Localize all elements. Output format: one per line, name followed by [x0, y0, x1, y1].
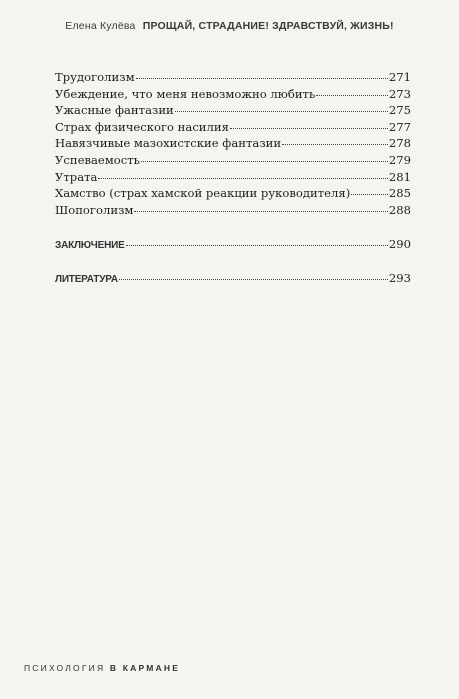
book-title: ПРОЩАЙ, СТРАДАНИЕ! ЗДРАВСТВУЙ, ЖИЗНЬ!: [142, 20, 394, 32]
toc-entry: [55, 119, 411, 136]
toc-section-conclusion: [55, 236, 411, 253]
dot-leader: [134, 211, 387, 212]
toc-entry: [55, 69, 411, 86]
toc-entry: [55, 152, 411, 169]
toc-section-literature: [55, 270, 411, 287]
toc-entry-page: 278: [388, 136, 411, 151]
toc-section-label: ЗАКЛЮЧЕНИЕ: [55, 240, 125, 252]
dot-leader: [136, 78, 388, 79]
table-of-contents: [55, 69, 411, 287]
running-head: [0, 20, 459, 32]
dot-leader: [141, 161, 388, 162]
toc-section-page: 290: [388, 237, 411, 252]
toc-entry-page: 277: [388, 119, 411, 134]
toc-entry: [55, 135, 411, 152]
toc-entry-label: Успеваемость: [55, 152, 140, 167]
toc-entry: [55, 202, 411, 219]
dot-leader: [126, 245, 388, 246]
dot-leader: [351, 194, 388, 195]
toc-entry-page: 281: [388, 169, 411, 184]
toc-entry-label: Утрата: [55, 169, 98, 184]
toc-entry-page: 275: [388, 103, 411, 118]
toc-entry-page: 273: [388, 86, 411, 101]
toc-entry-page: 271: [388, 70, 411, 84]
toc-entry-label: Ужасные фантазии: [55, 103, 174, 118]
dot-leader: [119, 279, 388, 280]
series-name-bold: В КАРМАНЕ: [109, 663, 181, 673]
toc-entry-label: Трудоголизм: [55, 70, 135, 84]
toc-entry-label: Шопоголизм: [55, 202, 134, 217]
dot-leader: [282, 144, 388, 145]
toc-entry-label: Навязчивые мазохистские фантазии: [55, 136, 282, 151]
toc-entry-page: 279: [388, 152, 411, 167]
dot-leader: [316, 95, 388, 96]
toc-entry-label: Убеждение, что меня невозможно любить: [55, 86, 316, 101]
toc-section-label: ЛИТЕРАТУРА: [55, 273, 118, 285]
toc-entry-label: Хамство (страх хамской реакции руководителя): [55, 186, 351, 201]
series-name: ПСИХОЛОГИЯ: [24, 663, 106, 673]
author-name: Елена Кулёва: [65, 20, 136, 32]
dot-leader: [98, 178, 387, 179]
dot-leader: [230, 128, 388, 129]
toc-entry-page: 288: [388, 202, 411, 217]
dot-leader: [175, 111, 388, 112]
toc-section-page: 293: [388, 270, 411, 285]
toc-entry-label: Страх физического насилия: [55, 119, 229, 134]
toc-entry-page: 285: [388, 186, 411, 201]
toc-entry: [55, 102, 411, 119]
toc-entry: [55, 185, 411, 202]
series-footer: [24, 663, 180, 673]
toc-entry: [55, 169, 411, 186]
toc-entry: [55, 86, 411, 103]
